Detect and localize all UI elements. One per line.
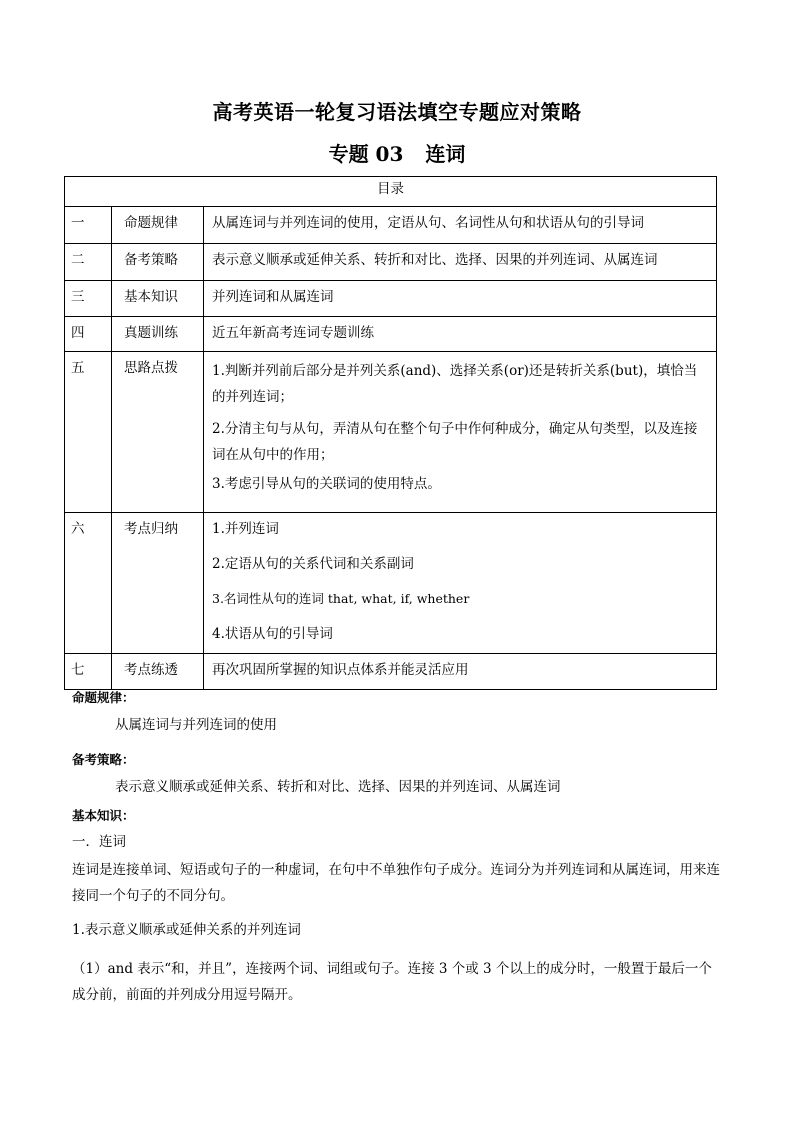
toc-line: 表示意义顺承或延伸关系、转折和对比、选择、因果的并列连词、从属连词: [212, 252, 658, 268]
subtitle-number: 专题 03: [328, 142, 404, 166]
toc-row-category: 命题规律: [112, 207, 204, 244]
section-label-strategy: 备考策略：: [72, 752, 135, 767]
toc-row-number: 五: [65, 352, 112, 513]
section-text-strategy: 表示意义顺承或延伸关系、转折和对比、选择、因果的并列连词、从属连词: [115, 779, 561, 795]
toc-row-description: [204, 244, 717, 281]
toc-line: 从属连词与并列连词的使用，定语从句、名词性从句和状语从句的引导词: [212, 215, 644, 231]
toc-line: 3.考虑引导从句的关联词的使用特点。: [212, 476, 441, 492]
toc-row-category: 基本知识: [112, 281, 204, 317]
table-row: [65, 513, 717, 654]
toc-row-description: [204, 207, 717, 244]
toc-line: 1.判断并列前后部分是并列关系(and)、选择关系(or)还是转折关系(but)，填恰当的并列连词；: [212, 363, 698, 405]
toc-line: 1.并列连词: [212, 521, 279, 537]
heading-conjunctions: 一．连词: [72, 834, 126, 850]
toc-row-description: [204, 352, 717, 513]
document-subtitle: [0, 138, 794, 167]
toc-row-number: 六: [65, 513, 112, 654]
section-label-basic: 基本知识：: [72, 808, 135, 823]
table-row: [65, 317, 717, 352]
toc-row-description: [204, 513, 717, 654]
toc-row-category: 思路点拨: [112, 352, 204, 513]
table-row: [65, 244, 717, 281]
toc-line: 4.状语从句的引导词: [212, 626, 333, 642]
table-row: [65, 352, 717, 513]
section-label-rule: 命题规律：: [72, 690, 135, 705]
toc-line: 2.分清主句与从句，弄清从句在整个句子中作何种成分，确定从句类型，以及连接词在从句中的作用；: [212, 421, 698, 463]
toc-line: 3.名词性从句的连词 that, what, if, whether: [212, 591, 470, 606]
toc-row-number: 七: [65, 654, 112, 690]
paragraph-conjunctions: 连词是连接单词、短语或句子的一种虚词，在句中不单独作句子成分。连词分为并列连词和从属连词，用来连接同一个句子的不同分句。: [72, 862, 720, 904]
toc-row-number: 四: [65, 317, 112, 352]
toc-row-number: 三: [65, 281, 112, 317]
section-text-rule: 从属连词与并列连词的使用: [115, 717, 277, 733]
table-row: [65, 281, 717, 317]
toc-line: 再次巩固所掌握的知识点体系并能灵活应用: [212, 662, 469, 678]
toc-line: 近五年新高考连词专题训练: [212, 325, 374, 341]
toc-row-description: [204, 281, 717, 317]
table-of-contents: [64, 176, 717, 690]
toc-line: 并列连词和从属连词: [212, 289, 334, 305]
table-row: [65, 654, 717, 690]
paragraph-and: （1）and 表示“和，并且”，连接两个词、词组或句子。连接 3 个或 3 个以上的成分时，一般置于最后一个成分前，前面的并列成分用逗号隔开。: [72, 961, 712, 1003]
toc-row-number: 一: [65, 207, 112, 244]
toc-row-number: 二: [65, 244, 112, 281]
heading-coordinating: 1.表示意义顺承或延伸关系的并列连词: [72, 922, 301, 938]
toc-header: 目录: [65, 177, 717, 207]
toc-row-category: 备考策略: [112, 244, 204, 281]
toc-row-category: 考点练透: [112, 654, 204, 690]
toc-line: 2.定语从句的关系代词和关系副词: [212, 556, 414, 572]
document-title: 高考英语一轮复习语法填空专题应对策略: [212, 100, 582, 124]
toc-row-category: 真题训练: [112, 317, 204, 352]
toc-row-description: [204, 654, 717, 690]
subtitle-topic: 连词: [425, 142, 466, 166]
table-row: [65, 207, 717, 244]
toc-row-description: [204, 317, 717, 352]
toc-row-category: 考点归纳: [112, 513, 204, 654]
